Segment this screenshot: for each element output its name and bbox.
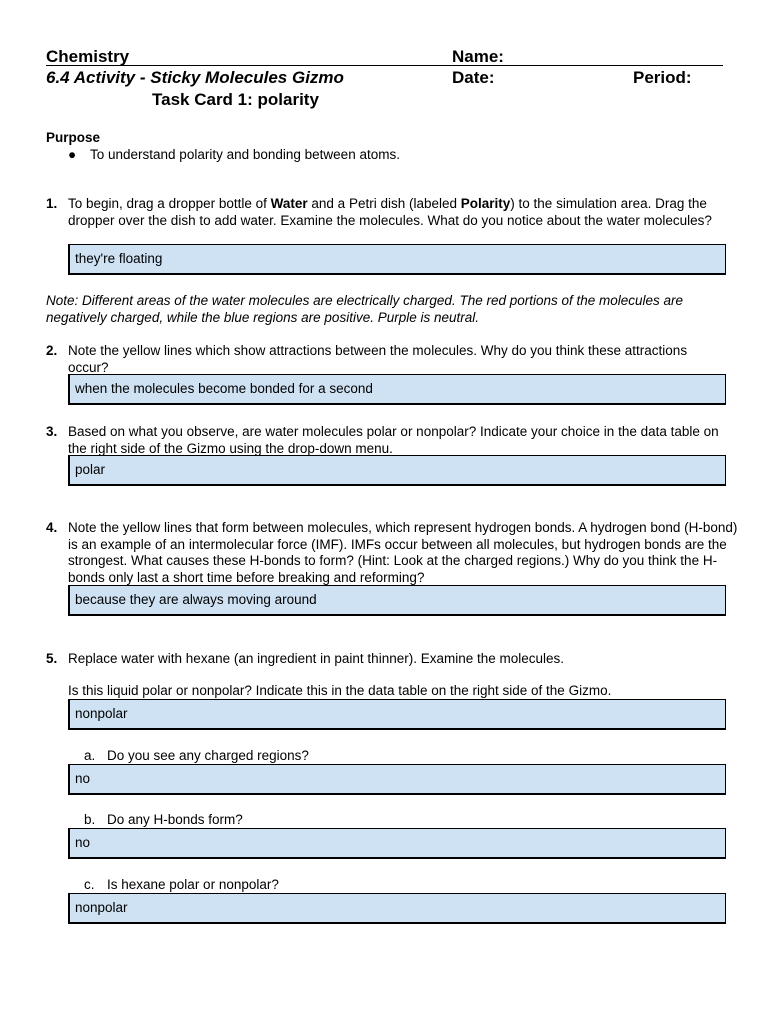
q1-text-post: ) to the simulation area. Drag the dropper over the dish to add water. Examine the molecules. What do you notice about the water molecules? xyxy=(68,196,712,228)
purpose-text: To understand polarity and bonding between atoms. xyxy=(90,147,400,162)
q1-answer-field[interactable]: they're floating xyxy=(68,244,726,275)
name-label: Name: xyxy=(452,47,504,66)
q5c-text: Is hexane polar or nonpolar? xyxy=(107,877,279,892)
q2-number: 2. xyxy=(46,343,58,358)
q5-number: 5. xyxy=(46,651,58,666)
q3-answer-field[interactable]: polar xyxy=(68,455,726,486)
bullet-icon: ● xyxy=(68,147,77,162)
date-label: Date: xyxy=(452,68,495,87)
period-label: Period: xyxy=(633,68,692,87)
q5b-question xyxy=(84,812,243,829)
q5b-text: Do any H-bonds form? xyxy=(107,812,243,827)
q1-water-bold: Water xyxy=(270,196,308,211)
q5a-text: Do you see any charged regions? xyxy=(107,748,309,763)
q5-answer-field[interactable]: nonpolar xyxy=(68,699,726,730)
q5b-answer-field[interactable]: no xyxy=(68,828,726,859)
q5a-question xyxy=(84,748,309,765)
q5b-letter: b. xyxy=(84,812,96,827)
q1-text xyxy=(68,196,728,229)
q2-answer-field[interactable]: when the molecules become bonded for a second xyxy=(68,374,726,405)
purpose-heading: Purpose xyxy=(46,130,101,145)
note-text: Note: Different areas of the water molecules are electrically charged. The red portions of the molecules are negatively charged, while the blue regions are positive. Purple is neutral. xyxy=(46,293,684,325)
q5-text2: Is this liquid polar or nonpolar? Indicate this in the data table on the right side of the Gizmo. xyxy=(68,683,612,698)
q4-number: 4. xyxy=(46,520,58,535)
q1-text-mid: and a Petri dish (labeled xyxy=(307,196,461,211)
q5a-answer-field[interactable]: no xyxy=(68,764,726,795)
q2-text: Note the yellow lines which show attractions between the molecules. Why do you think these attractions occur? xyxy=(68,343,688,375)
q1-text-pre: To begin, drag a dropper bottle of xyxy=(68,196,271,211)
purpose-bullet xyxy=(68,147,400,164)
activity-title: 6.4 Activity - Sticky Molecules Gizmo xyxy=(46,68,344,87)
q5c-letter: c. xyxy=(84,877,95,892)
q1-number: 1. xyxy=(46,196,58,211)
subject-title: Chemistry xyxy=(46,47,130,66)
task-card-title: Task Card 1: polarity xyxy=(152,90,319,109)
q5c-answer-field[interactable]: nonpolar xyxy=(68,893,726,924)
q3-number: 3. xyxy=(46,424,58,439)
q4-answer-field[interactable]: because they are always moving around xyxy=(68,585,726,616)
q3-text: Based on what you observe, are water molecules polar or nonpolar? Indicate your choice in the data table on the right side of the Gizmo using the drop-down menu. xyxy=(68,424,719,456)
q4-text: Note the yellow lines that form between molecules, which represent hydrogen bonds. A hydrogen bond (H-bond) is an example of an intermolecular force (IMF). IMFs occur between all molecules, but hydrogen bonds are the strongest. What causes these H-bonds to form? (Hint: Look at the charged regions.) Why do you think the H-bonds only last a short time before breaking and reforming? xyxy=(68,520,738,585)
q1-polarity-bold: Polarity xyxy=(460,196,511,211)
header-rule xyxy=(46,65,723,66)
q5c-question xyxy=(84,877,279,894)
q5a-letter: a. xyxy=(84,748,96,763)
q5-text: Replace water with hexane (an ingredient in paint thinner). Examine the molecules. xyxy=(68,651,565,666)
